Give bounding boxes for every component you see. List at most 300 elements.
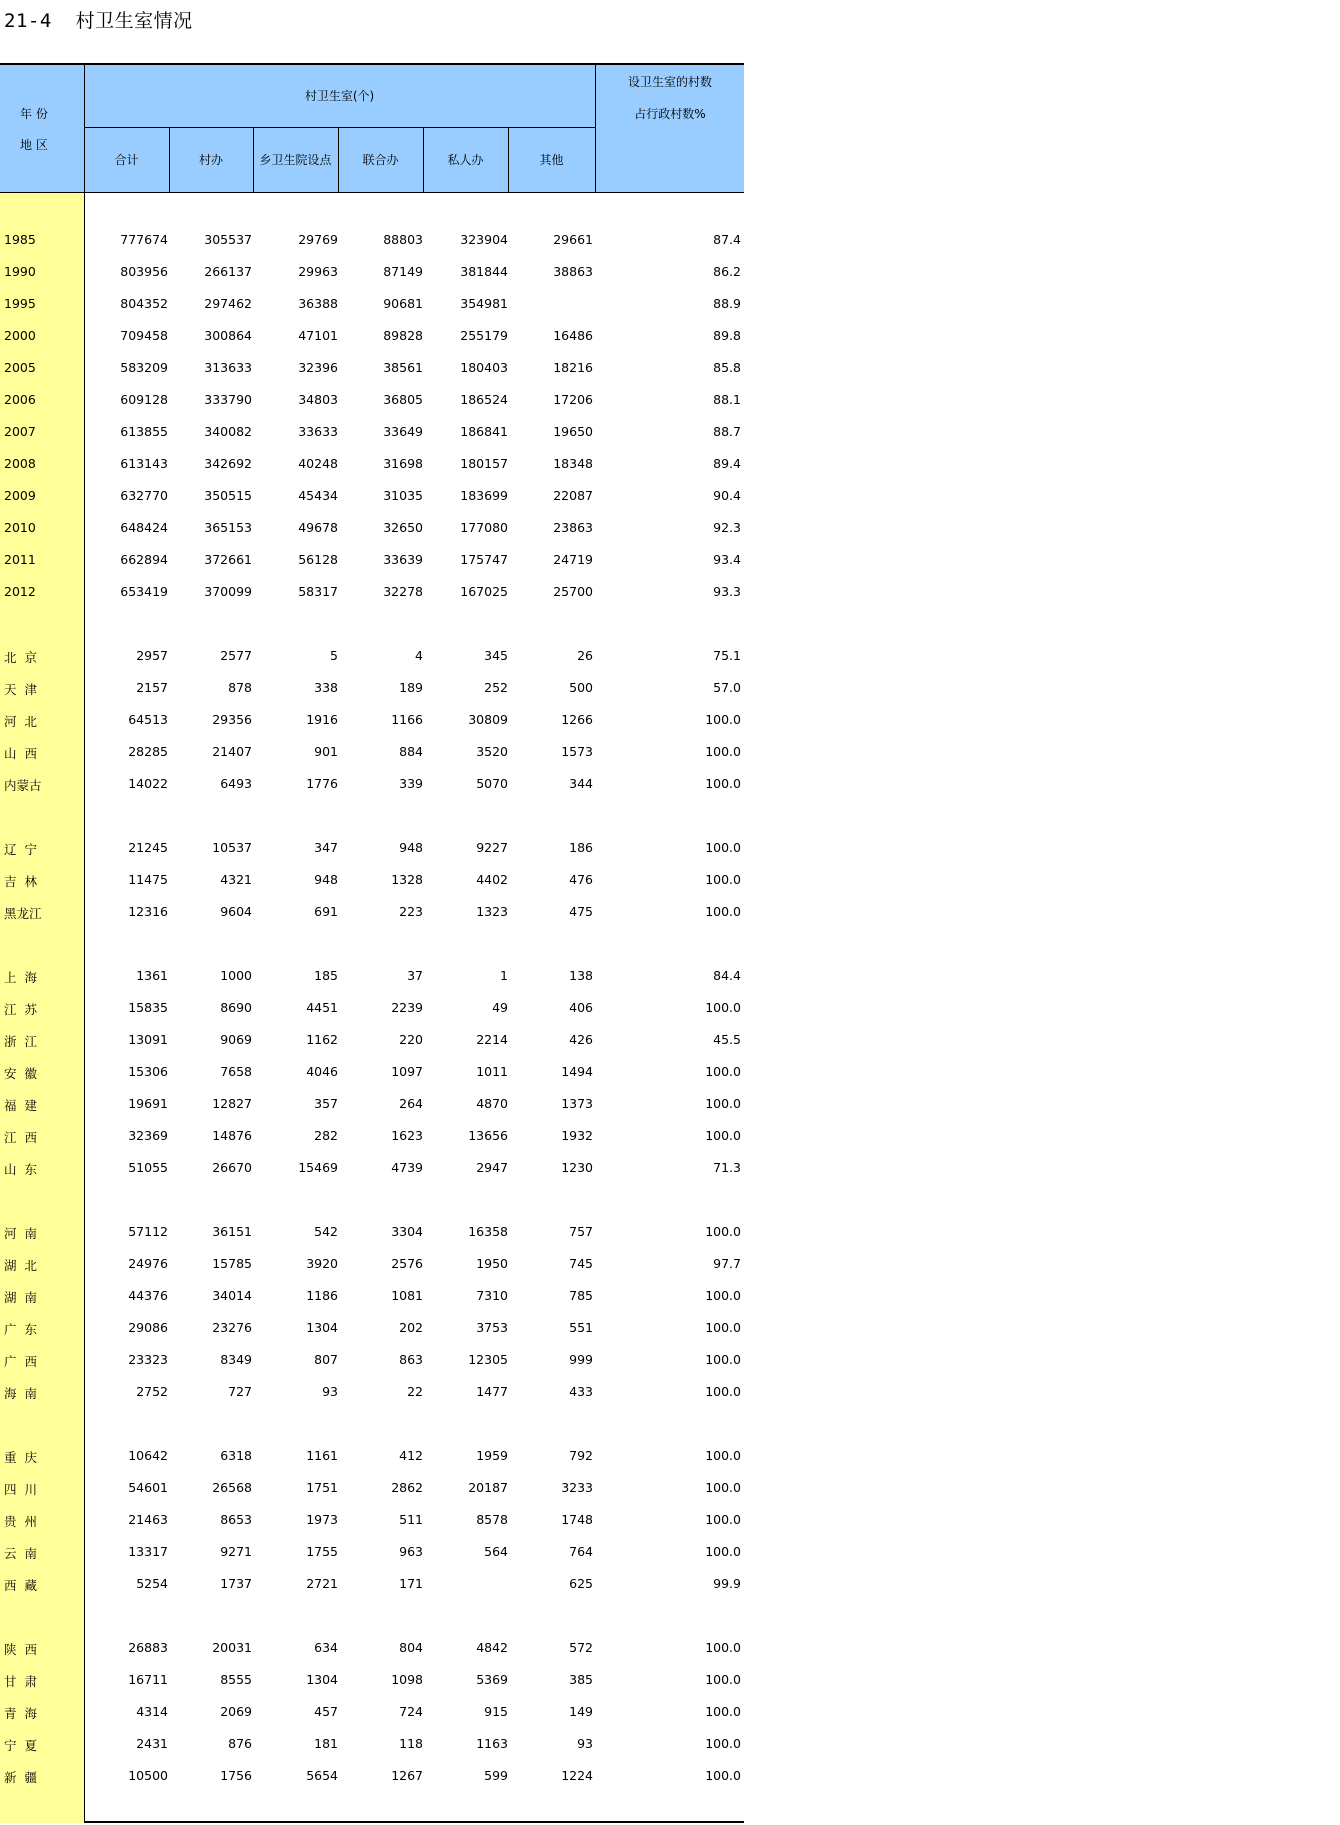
table-cell: 9271 (220, 1544, 252, 1559)
table-cell: 220 (399, 1032, 423, 1047)
table-row (0, 580, 744, 604)
column-header-private-run: 私人办 (447, 153, 484, 167)
table-cell: 19691 (128, 1096, 168, 1111)
table-cell: 185 (314, 968, 338, 983)
table-row (0, 772, 744, 796)
table-cell: 948 (314, 872, 338, 887)
table-row (0, 900, 744, 924)
table-cell: 37 (407, 968, 423, 983)
row-label: 1995 (4, 296, 36, 311)
table-cell: 609128 (120, 392, 168, 407)
table-cell: 183699 (460, 488, 508, 503)
table-cell: 1161 (306, 1448, 338, 1463)
table-cell: 100.0 (705, 744, 741, 759)
row-label: 山 东 (4, 1162, 37, 1177)
column-header-township-point: 乡卫生院设点 (259, 153, 332, 167)
table-cell: 807 (314, 1352, 338, 1367)
table-cell: 34014 (212, 1288, 252, 1303)
table-cell: 344 (569, 776, 593, 791)
table-cell: 1266 (561, 712, 593, 727)
table-cell: 45434 (298, 488, 338, 503)
table-cell: 2721 (306, 1576, 338, 1591)
table-cell: 24719 (553, 552, 593, 567)
table-cell: 100.0 (705, 872, 741, 887)
table-cell: 15835 (128, 1000, 168, 1015)
table-cell: 2576 (391, 1256, 423, 1271)
table-row (0, 1732, 744, 1756)
table-cell: 564 (484, 1544, 508, 1559)
table-cell: 100.0 (705, 1224, 741, 1239)
table-cell: 2239 (391, 1000, 423, 1015)
table-cell: 6318 (220, 1448, 252, 1463)
table-cell: 100.0 (705, 1640, 741, 1655)
table-cell: 15785 (212, 1256, 252, 1271)
row-label: 2012 (4, 584, 36, 599)
table-cell: 3233 (561, 1480, 593, 1495)
table-cell: 4870 (476, 1096, 508, 1111)
table-cell: 385 (569, 1672, 593, 1687)
table-row (0, 388, 744, 412)
table-cell: 100.0 (705, 1480, 741, 1495)
table-row (0, 1668, 744, 1692)
table-cell: 915 (484, 1704, 508, 1719)
table-cell: 255179 (460, 328, 508, 343)
table-cell: 186 (569, 840, 593, 855)
table-cell: 433 (569, 1384, 593, 1399)
table-cell: 339 (399, 776, 423, 791)
row-label: 北 京 (4, 650, 37, 665)
table-row (0, 964, 744, 988)
row-label: 海 南 (4, 1386, 37, 1401)
table-cell: 20031 (212, 1640, 252, 1655)
table-cell: 26670 (212, 1160, 252, 1175)
table-cell: 948 (399, 840, 423, 855)
column-header-total: 合计 (114, 153, 139, 167)
table-cell: 92.3 (713, 520, 741, 535)
row-label: 江 苏 (4, 1002, 37, 1017)
table-cell: 5070 (476, 776, 508, 791)
table-row (0, 1380, 744, 1404)
table-cell: 3304 (391, 1224, 423, 1239)
row-label: 云 南 (4, 1546, 37, 1561)
table-cell: 6493 (220, 776, 252, 791)
table-cell: 100.0 (705, 1096, 741, 1111)
table-cell: 1623 (391, 1128, 423, 1143)
row-label: 2010 (4, 520, 36, 535)
row-label: 山 西 (4, 746, 37, 761)
table-cell: 31035 (383, 488, 423, 503)
table-cell: 44376 (128, 1288, 168, 1303)
table-cell: 2157 (136, 680, 168, 695)
row-label: 辽 宁 (4, 842, 37, 857)
table-cell: 357 (314, 1096, 338, 1111)
table-cell: 16486 (553, 328, 593, 343)
table-cell: 22087 (553, 488, 593, 503)
table-cell: 542 (314, 1224, 338, 1239)
table-cell: 28285 (128, 744, 168, 759)
coverage-header-line2: 占行政村数% (634, 107, 706, 121)
table-cell: 23863 (553, 520, 593, 535)
table-cell: 8690 (220, 1000, 252, 1015)
row-label: 湖 南 (4, 1290, 37, 1305)
table-cell: 1932 (561, 1128, 593, 1143)
table-cell: 38863 (553, 264, 593, 279)
table-row (0, 1156, 744, 1180)
table-cell: 31698 (383, 456, 423, 471)
table-cell: 45.5 (713, 1032, 741, 1047)
row-label: 1990 (4, 264, 36, 279)
table-cell: 500 (569, 680, 593, 695)
table-cell: 350515 (204, 488, 252, 503)
table-cell: 47101 (298, 328, 338, 343)
table-cell: 2431 (136, 1736, 168, 1751)
table-cell: 804352 (120, 296, 168, 311)
table-cell: 785 (569, 1288, 593, 1303)
table-cell: 100.0 (705, 1672, 741, 1687)
table-cell: 10500 (128, 1768, 168, 1783)
table-cell: 138 (569, 968, 593, 983)
table-cell: 18348 (553, 456, 593, 471)
table-row (0, 868, 744, 892)
row-label: 湖 北 (4, 1258, 37, 1273)
table-cell: 36388 (298, 296, 338, 311)
table-cell: 88803 (383, 232, 423, 247)
table-row (0, 1348, 744, 1372)
table-row (0, 676, 744, 700)
column-header-joint-run: 联合办 (362, 153, 399, 167)
table-cell: 16358 (468, 1224, 508, 1239)
table-cell: 2957 (136, 648, 168, 663)
table-row (0, 1124, 744, 1148)
table-cell: 1737 (220, 1576, 252, 1591)
table-cell: 266137 (204, 264, 252, 279)
table-cell: 10642 (128, 1448, 168, 1463)
table-cell: 16711 (128, 1672, 168, 1687)
table-cell: 2752 (136, 1384, 168, 1399)
table-cell: 724 (399, 1704, 423, 1719)
table-cell: 4 (415, 648, 423, 663)
table-cell: 333790 (204, 392, 252, 407)
row-label: 2007 (4, 424, 36, 439)
table-cell: 86.2 (713, 264, 741, 279)
table-cell: 100.0 (705, 1512, 741, 1527)
table-cell: 1573 (561, 744, 593, 759)
table-cell: 87149 (383, 264, 423, 279)
table-cell: 4842 (476, 1640, 508, 1655)
table-cell: 901 (314, 744, 338, 759)
row-label: 2006 (4, 392, 36, 407)
table-cell: 745 (569, 1256, 593, 1271)
table-cell: 100.0 (705, 712, 741, 727)
table-row (0, 260, 744, 284)
table-cell: 345 (484, 648, 508, 663)
table-row (0, 1540, 744, 1564)
table-cell: 22 (407, 1384, 423, 1399)
table-cell: 34803 (298, 392, 338, 407)
table-cell: 19650 (553, 424, 593, 439)
table-row (0, 740, 744, 764)
table-cell: 100.0 (705, 840, 741, 855)
table-cell: 100.0 (705, 1768, 741, 1783)
table-row (0, 1252, 744, 1276)
row-label: 贵 州 (4, 1514, 37, 1529)
table-cell: 100.0 (705, 1544, 741, 1559)
table-cell: 2862 (391, 1480, 423, 1495)
table-cell: 26 (577, 648, 593, 663)
table-cell: 100.0 (705, 1448, 741, 1463)
table-cell: 29661 (553, 232, 593, 247)
table-cell: 32278 (383, 584, 423, 599)
table-cell: 97.7 (713, 1256, 741, 1271)
table-cell: 87.4 (713, 232, 741, 247)
table-cell: 40248 (298, 456, 338, 471)
table-row (0, 644, 744, 668)
table-cell: 14876 (212, 1128, 252, 1143)
table-cell: 5369 (476, 1672, 508, 1687)
table-cell: 599 (484, 1768, 508, 1783)
table-cell: 2577 (220, 648, 252, 663)
table-cell: 264 (399, 1096, 423, 1111)
table-cell: 1 (500, 968, 508, 983)
table-cell: 282 (314, 1128, 338, 1143)
table-cell: 632770 (120, 488, 168, 503)
table-row (0, 1316, 744, 1340)
table-cell: 4451 (306, 1000, 338, 1015)
table-cell: 5 (330, 648, 338, 663)
table-cell: 1755 (306, 1544, 338, 1559)
row-label: 西 藏 (4, 1578, 37, 1593)
column-header-village-run: 村办 (198, 153, 223, 167)
table-cell: 625 (569, 1576, 593, 1591)
table-cell: 2947 (476, 1160, 508, 1175)
row-label: 陕 西 (4, 1642, 37, 1657)
table-cell: 347 (314, 840, 338, 855)
table-cell: 100.0 (705, 1128, 741, 1143)
table-cell: 99.9 (713, 1576, 741, 1591)
row-label: 河 南 (4, 1226, 37, 1241)
table-cell: 29356 (212, 712, 252, 727)
table-row (0, 708, 744, 732)
table-cell: 90.4 (713, 488, 741, 503)
table-cell: 15306 (128, 1064, 168, 1079)
table-cell: 1163 (476, 1736, 508, 1751)
table-row (0, 1220, 744, 1244)
table-cell: 29963 (298, 264, 338, 279)
table-cell: 89.4 (713, 456, 741, 471)
table-cell: 4402 (476, 872, 508, 887)
table-cell: 803956 (120, 264, 168, 279)
table-cell: 13317 (128, 1544, 168, 1559)
row-label: 2011 (4, 552, 36, 567)
table-cell: 1000 (220, 968, 252, 983)
table-cell: 32650 (383, 520, 423, 535)
table-cell: 89.8 (713, 328, 741, 343)
table-cell: 511 (399, 1512, 423, 1527)
table-cell: 3753 (476, 1320, 508, 1335)
table-cell: 180157 (460, 456, 508, 471)
table-cell: 100.0 (705, 1064, 741, 1079)
row-label: 新 疆 (4, 1770, 37, 1785)
table-cell: 1756 (220, 1768, 252, 1783)
row-label: 重 庆 (4, 1450, 37, 1465)
table-cell: 1186 (306, 1288, 338, 1303)
table-cell: 1162 (306, 1032, 338, 1047)
table-cell: 21463 (128, 1512, 168, 1527)
table-cell: 84.4 (713, 968, 741, 983)
table-cell: 26883 (128, 1640, 168, 1655)
table-bottom-rule (84, 1821, 744, 1823)
table-cell: 340082 (204, 424, 252, 439)
table-cell: 93 (322, 1384, 338, 1399)
table-row (0, 548, 744, 572)
table-cell: 1494 (561, 1064, 593, 1079)
table-cell: 32396 (298, 360, 338, 375)
table-cell: 999 (569, 1352, 593, 1367)
table-cell: 878 (228, 680, 252, 695)
table-cell: 26568 (212, 1480, 252, 1495)
table-row (0, 996, 744, 1020)
row-label: 安 徽 (4, 1066, 37, 1081)
table-cell: 1776 (306, 776, 338, 791)
table-cell: 36805 (383, 392, 423, 407)
table-cell: 551 (569, 1320, 593, 1335)
table-cell: 1950 (476, 1256, 508, 1271)
table-cell: 13091 (128, 1032, 168, 1047)
row-label: 1985 (4, 232, 36, 247)
table-cell: 863 (399, 1352, 423, 1367)
table-cell: 370099 (204, 584, 252, 599)
table-cell: 11475 (128, 872, 168, 887)
table-cell: 23276 (212, 1320, 252, 1335)
table-row (0, 1764, 744, 1788)
table-row (0, 1028, 744, 1052)
table-cell: 4046 (306, 1064, 338, 1079)
row-label: 甘 肃 (4, 1674, 37, 1689)
table-cell: 1373 (561, 1096, 593, 1111)
table-cell: 648424 (120, 520, 168, 535)
table-cell: 252 (484, 680, 508, 695)
table-cell: 93.3 (713, 584, 741, 599)
row-label: 吉 林 (4, 874, 37, 889)
row-label: 广 西 (4, 1354, 37, 1369)
table-cell: 51055 (128, 1160, 168, 1175)
table-cell: 88.9 (713, 296, 741, 311)
table-cell: 189 (399, 680, 423, 695)
table-cell: 691 (314, 904, 338, 919)
table-row (0, 1092, 744, 1116)
table-cell: 12827 (212, 1096, 252, 1111)
table-cell: 7310 (476, 1288, 508, 1303)
table-cell: 100.0 (705, 1384, 741, 1399)
table-row (0, 452, 744, 476)
table-cell: 963 (399, 1544, 423, 1559)
table-cell: 342692 (204, 456, 252, 471)
region-header: 地 区 (20, 138, 48, 152)
table-cell: 56128 (298, 552, 338, 567)
table-cell: 36151 (212, 1224, 252, 1239)
table-cell: 118 (399, 1736, 423, 1751)
table-cell: 90681 (383, 296, 423, 311)
table-cell: 24976 (128, 1256, 168, 1271)
table-cell: 406 (569, 1000, 593, 1015)
table-cell: 876 (228, 1736, 252, 1751)
row-label: 2008 (4, 456, 36, 471)
table-cell: 93 (577, 1736, 593, 1751)
table-cell: 372661 (204, 552, 252, 567)
table-cell: 338 (314, 680, 338, 695)
table-cell: 202 (399, 1320, 423, 1335)
table-cell: 653419 (120, 584, 168, 599)
row-label: 2000 (4, 328, 36, 343)
table-cell: 1361 (136, 968, 168, 983)
table-cell: 1230 (561, 1160, 593, 1175)
table-cell: 313633 (204, 360, 252, 375)
table-cell: 29769 (298, 232, 338, 247)
table-cell: 8578 (476, 1512, 508, 1527)
row-label: 黑龙江 (4, 906, 42, 921)
table-cell: 323904 (460, 232, 508, 247)
table-cell: 3520 (476, 744, 508, 759)
table-cell: 583209 (120, 360, 168, 375)
table-cell: 100.0 (705, 1352, 741, 1367)
table-cell: 1098 (391, 1672, 423, 1687)
table-cell: 4739 (391, 1160, 423, 1175)
table-cell: 12316 (128, 904, 168, 919)
table-cell: 25700 (553, 584, 593, 599)
table-cell: 15469 (298, 1160, 338, 1175)
table-cell: 1323 (476, 904, 508, 919)
table-cell: 1916 (306, 712, 338, 727)
table-cell: 100.0 (705, 904, 741, 919)
table-cell: 5254 (136, 1576, 168, 1591)
table-row (0, 324, 744, 348)
table-cell: 777674 (120, 232, 168, 247)
table-cell: 100.0 (705, 1736, 741, 1751)
table-cell: 33639 (383, 552, 423, 567)
table-cell: 58317 (298, 584, 338, 599)
table-cell: 223 (399, 904, 423, 919)
table-cell: 1097 (391, 1064, 423, 1079)
table-cell: 305537 (204, 232, 252, 247)
table-cell: 38561 (383, 360, 423, 375)
table-cell: 757 (569, 1224, 593, 1239)
table-cell: 21407 (212, 744, 252, 759)
table-cell: 300864 (204, 328, 252, 343)
table-cell: 1973 (306, 1512, 338, 1527)
table-cell: 57.0 (713, 680, 741, 695)
table-cell: 100.0 (705, 1320, 741, 1335)
table-cell: 1011 (476, 1064, 508, 1079)
table-cell: 100.0 (705, 1704, 741, 1719)
table-row (0, 484, 744, 508)
table-cell: 100.0 (705, 1000, 741, 1015)
group-header: 村卫生室(个) (304, 89, 375, 103)
table-cell: 9227 (476, 840, 508, 855)
table-cell: 4321 (220, 872, 252, 887)
table-cell: 175747 (460, 552, 508, 567)
year-header: 年 份 (20, 107, 48, 121)
table-cell: 1748 (561, 1512, 593, 1527)
table-cell: 662894 (120, 552, 168, 567)
table-cell: 8349 (220, 1352, 252, 1367)
table-cell: 88.1 (713, 392, 741, 407)
table-cell: 2214 (476, 1032, 508, 1047)
table-cell: 10537 (212, 840, 252, 855)
table-cell: 9069 (220, 1032, 252, 1047)
page-title: 21-4 村卫生室情况 (4, 10, 193, 32)
table-cell: 57112 (128, 1224, 168, 1239)
table-cell: 13656 (468, 1128, 508, 1143)
